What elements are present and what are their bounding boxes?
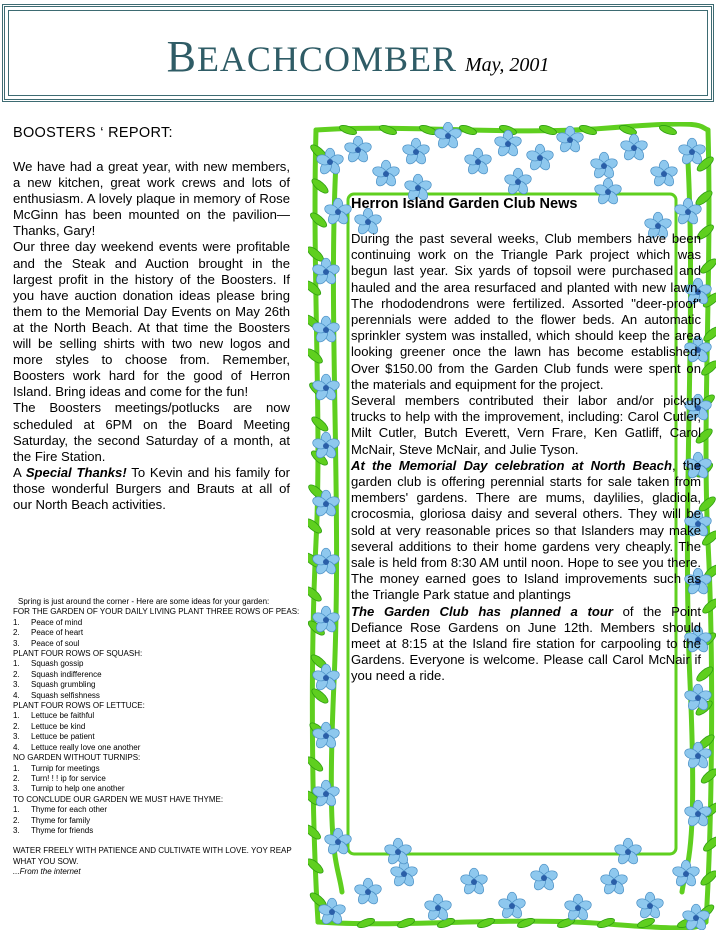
flower-icon — [401, 138, 430, 166]
list-item: 3. Turnip to help one another — [13, 784, 125, 794]
masthead — [2, 4, 714, 102]
flower-icon — [353, 878, 382, 906]
flower-icon — [343, 136, 372, 164]
news-paragraph: The Garden Club has planned a tour of the Point Defiance Rose Gardens on June 12th. Members should meet at 8:15 at the Island fire station for carpooling to the Gardens. Everyone is welcome. Please call Carol McNair if you need a ride. — [351, 603, 701, 684]
leaf — [476, 917, 495, 930]
leaf — [516, 917, 535, 930]
flower-icon — [525, 144, 554, 172]
leaf — [538, 124, 557, 137]
news-heading: Herron Island Garden Club News — [351, 196, 578, 212]
garden-of-life-list — [13, 597, 303, 878]
list-heading: TO CONCLUDE OUR GARDEN WE MUST HAVE THYME: — [13, 794, 224, 804]
news-paragraph: During the past several weeks, Club members have been continuing work on the Triangle Park project which was begun last year. Six yards of topsoil were purchased and hauled and the area resurfaced and planted with new lawn. The rhododendrons were fertilized. Assorted "deer-proof" perennials were added to the flower beds. An automatic sprinkler system was installed, which should keep the area looking greener once the lawn has become established. Over $150.00 from the Garden Club funds were spent on the materials and equipment for the project. — [351, 231, 701, 392]
boosters-paragraph: We have had a great year, with new members, a new kitchen, great work crews and lots of enthusiasm. A lovely plaque in memory of Rose McGinn has been mounted on the pavilion—Thanks, Gary! — [13, 159, 290, 239]
list-closing: WATER FREELY WITH PATIENCE AND CULTIVATE WITH LOVE. YOY REAP WHAT YOU SOW. — [13, 846, 292, 866]
leaf — [308, 211, 328, 230]
flower-icon — [635, 892, 664, 920]
list-heading: FOR THE GARDEN OF YOUR DAILY LIVING PLANT THREE ROWS OF PEAS: — [13, 607, 300, 617]
flower-icon — [599, 868, 628, 896]
flower-icon — [683, 742, 712, 770]
list-item: 2. Lettuce be kind — [13, 721, 86, 731]
list-item: 4. Lettuce really love one another — [13, 742, 141, 752]
list-item: 2. Peace of heart — [13, 628, 84, 638]
list-item: 1. Squash gossip — [13, 659, 84, 669]
flower-icon — [619, 134, 648, 162]
flower-icon — [613, 838, 642, 866]
list-source: ...From the internet — [13, 867, 81, 877]
flower-icon — [529, 864, 558, 892]
leaf — [596, 917, 615, 930]
list-heading: PLANT FOUR ROWS OF SQUASH: — [13, 649, 143, 659]
boosters-report — [13, 125, 290, 513]
flower-icon — [493, 130, 522, 158]
list-item: 1. Peace of mind — [13, 617, 83, 627]
list-item: 2. Turn! ! ! ip for service — [13, 773, 106, 783]
flower-icon — [589, 152, 618, 180]
masthead-title — [5, 31, 711, 82]
list-heading: NO GARDEN WITHOUT TURNIPS: — [13, 753, 141, 763]
flower-icon — [383, 838, 412, 866]
flower-icon — [671, 860, 700, 888]
flower-icon — [497, 892, 526, 920]
boosters-paragraph: The Boosters meetings/potlucks are now scheduled at 6PM on the Board Meeting Saturday, the second Saturday of a month, at the Fire Station. — [13, 400, 290, 464]
flower-icon — [459, 868, 488, 896]
flower-icon — [371, 160, 400, 188]
flower-icon — [433, 122, 462, 150]
leaf — [378, 124, 397, 137]
issue-date: May, 2001 — [464, 54, 550, 76]
newsletter-title: BEACHCOMBER — [166, 32, 457, 81]
list-item: 3. Squash grumbling — [13, 680, 96, 690]
list-item: 1. Lettuce be faithful — [13, 711, 95, 721]
list-heading: PLANT FOUR ROWS OF LETTUCE: — [13, 701, 145, 711]
list-item: 4. Squash selfishness — [13, 690, 100, 700]
flower-icon — [389, 860, 418, 888]
list-item: 1. Thyme for each other — [13, 805, 108, 815]
flower-icon — [503, 168, 532, 196]
boosters-heading: BOOSTERS ‘ REPORT: — [13, 125, 173, 141]
list-intro: Spring is just around the corner - Here are some ideas for your garden: — [18, 597, 270, 606]
flower-icon — [563, 894, 592, 922]
leaf — [396, 917, 415, 930]
list-item: 1. Turnip for meetings — [13, 763, 100, 773]
news-paragraph: At the Memorial Day celebration at North Beach, the garden club is offering perennial starts for sale taken from members' gardens. There are mums, daylilies, gladiola, crocosmia, gloriosa daisy and several others. They will be sold at very reasonable prices so that Islanders may make several additions to their home gardens very cheaply. The sale is held from 8:30 AM until noon. Hope to see you there. The money earned goes to Island improvements such as the Triangle Park statue and plantings — [351, 457, 701, 603]
boosters-paragraph: A Special Thanks! To Kevin and his family for those wonderful Burgers and Brauts at all of our North Beach activities. — [13, 464, 290, 512]
garden-club-news — [351, 196, 701, 685]
flower-icon — [463, 148, 492, 176]
list-item: 3. Thyme for friends — [13, 825, 94, 835]
flower-icon — [423, 894, 452, 922]
list-item: 2. Squash indifference — [13, 669, 102, 679]
news-paragraph: Several members contributed their labor and/or pickup trucks to help with the improvement, including: Carol Cutler, Milt Cutler, Butch Everett, Vern Frare, Ken Gatliff, Carol McNair, Steve McNair, and Julie Tyson. — [351, 393, 701, 457]
leaf — [338, 124, 357, 137]
list-item: 2. Thyme for family — [13, 815, 91, 825]
list-item: 3. Lettuce be patient — [13, 732, 95, 742]
list-item: 3. Peace of soul — [13, 638, 80, 648]
flower-icon — [649, 160, 678, 188]
boosters-paragraph: Our three day weekend events were profitable and the Steak and Auction brought in the largest profit in the history of the Boosters. If you have auction donation ideas please bring them to the Memorial Day Events on May 26th at the North Beach. At that time the Boosters will be selling shirts with two new logos and more styles to choose from. Remember, Boosters work hard for the good of Herron Island. Bring ideas and come for the fun! — [13, 239, 290, 400]
leaf — [356, 917, 375, 930]
